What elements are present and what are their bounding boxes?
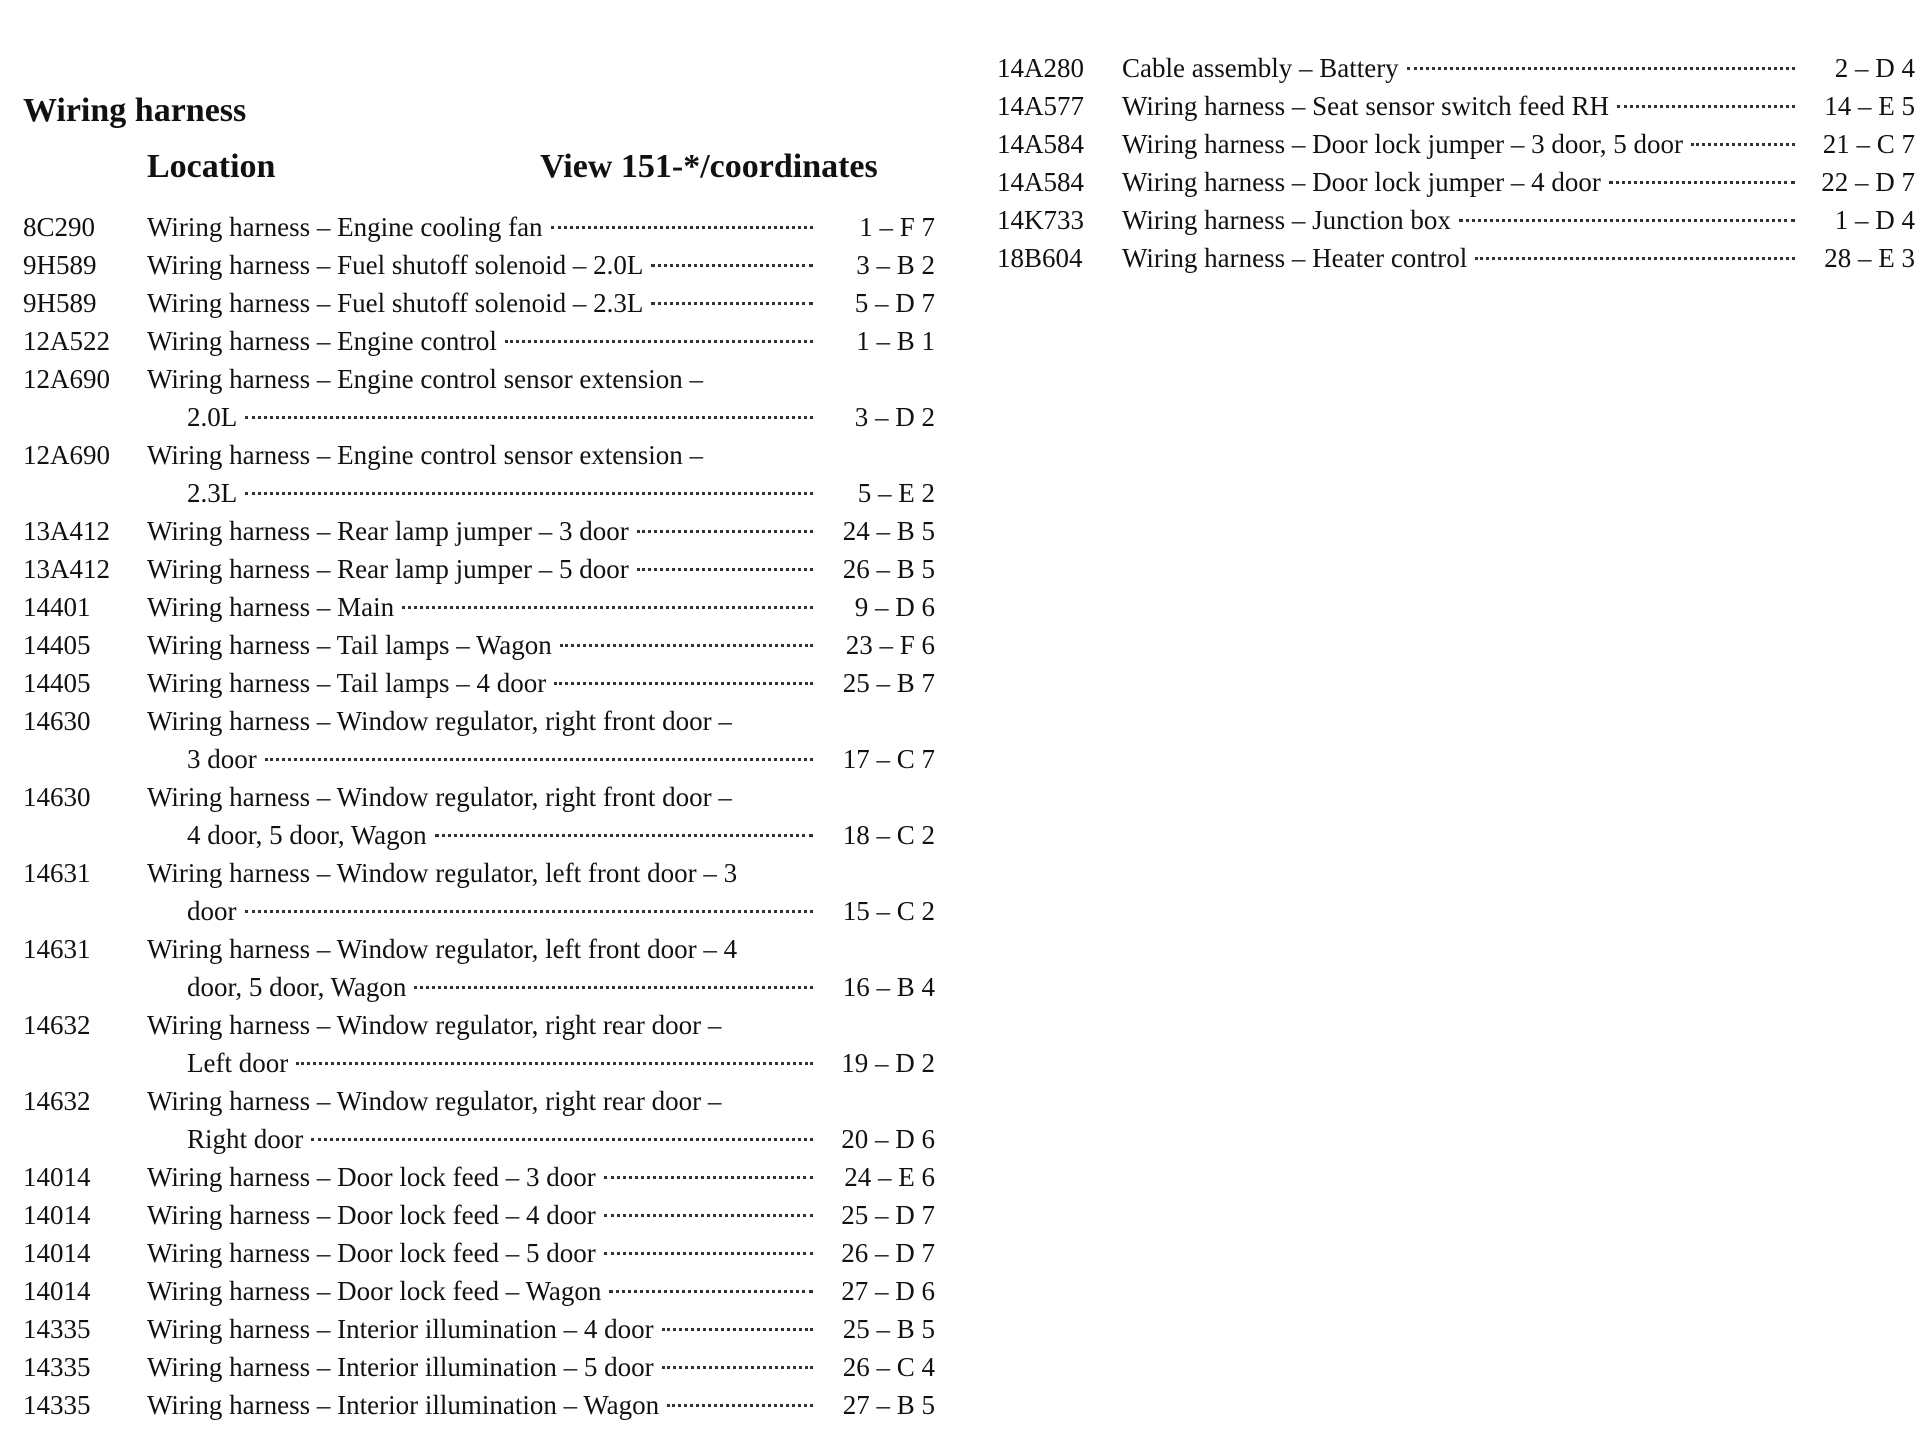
- description-text: Wiring harness – Window regulator, right front door –: [147, 782, 732, 812]
- entry-description: [147, 512, 935, 550]
- description-line: [147, 1006, 935, 1044]
- part-code: 13A412: [23, 516, 110, 546]
- view-coordinate: 15 – C 2: [842, 896, 935, 926]
- index-entry: [23, 1386, 935, 1424]
- view-coordinate: 3 – D 2: [854, 402, 935, 432]
- index-entry: [23, 1006, 935, 1082]
- dot-leader: [662, 1366, 813, 1369]
- view-coordinate: 23 – F 6: [845, 630, 935, 660]
- description-text: 2.3L: [187, 478, 238, 508]
- dot-leader: [296, 1062, 813, 1065]
- dot-leader: [505, 340, 813, 343]
- description-text: Wiring harness – Engine cooling fan: [147, 212, 543, 242]
- view-coordinate: 20 – D 6: [841, 1124, 935, 1154]
- view-coordinate: 18 – C 2: [842, 820, 935, 850]
- dot-leader: [245, 416, 813, 419]
- view-coordinate: 24 – E 6: [844, 1162, 935, 1192]
- entry-description: [147, 1234, 935, 1272]
- entry-description: [147, 1196, 935, 1234]
- part-code: 14K733: [997, 205, 1084, 235]
- description-text: Wiring harness – Window regulator, left front door – 3: [147, 858, 738, 888]
- dot-leader: [554, 682, 813, 685]
- description-line: [147, 208, 935, 246]
- view-coordinate: 27 – D 6: [841, 1276, 935, 1306]
- entry-description: [1122, 239, 1915, 277]
- dot-leader: [560, 644, 813, 647]
- description-line: [147, 930, 935, 968]
- description-line: [147, 550, 935, 588]
- dot-leader: [662, 1328, 813, 1331]
- description-line: [147, 778, 935, 816]
- index-entry: [23, 588, 935, 626]
- description-text: Wiring harness – Engine control: [147, 326, 497, 356]
- description-line: [147, 626, 935, 664]
- index-entry: [23, 550, 935, 588]
- dot-leader: [1609, 181, 1795, 184]
- index-entry: [23, 930, 935, 1006]
- description-text: Wiring harness – Tail lamps – 4 door: [147, 668, 547, 698]
- part-code: 14630: [23, 706, 91, 736]
- view-coordinate: 21 – C 7: [1822, 129, 1915, 159]
- part-code: 9H589: [23, 250, 97, 280]
- dot-leader: [1475, 257, 1795, 260]
- index-entry: [23, 1196, 935, 1234]
- description-text: Wiring harness – Engine control sensor extension –: [147, 440, 704, 470]
- index-entry: [997, 163, 1915, 201]
- description-text: 3 door: [187, 744, 257, 774]
- description-text: Wiring harness – Junction box: [1122, 205, 1451, 235]
- part-code: 14A584: [997, 129, 1084, 159]
- description-line: [147, 1196, 935, 1234]
- index-entry: [23, 246, 935, 284]
- description-line: [147, 474, 935, 512]
- part-code: 14405: [23, 668, 91, 698]
- entry-description: [147, 1272, 935, 1310]
- view-coordinate: 17 – C 7: [842, 744, 935, 774]
- dot-leader: [637, 568, 813, 571]
- description-line: [147, 702, 935, 740]
- description-text: Wiring harness – Door lock feed – 4 door: [147, 1200, 596, 1230]
- dot-leader: [402, 606, 813, 609]
- view-coordinate: 24 – B 5: [842, 516, 935, 546]
- part-code: 14401: [23, 592, 91, 622]
- dot-leader: [651, 302, 813, 305]
- dot-leader: [265, 758, 813, 761]
- view-coordinate: 19 – D 2: [841, 1048, 935, 1078]
- dot-leader: [604, 1214, 813, 1217]
- dot-leader: [414, 986, 813, 989]
- index-entry: [23, 1272, 935, 1310]
- dot-leader: [435, 834, 813, 837]
- description-text: Wiring harness – Door lock feed – Wagon: [147, 1276, 602, 1306]
- part-code: 14632: [23, 1086, 91, 1116]
- description-line: [147, 360, 935, 398]
- dot-leader: [1459, 219, 1795, 222]
- entry-description: [147, 778, 935, 854]
- entry-description: [1122, 163, 1915, 201]
- index-entry: [23, 854, 935, 930]
- description-text: Wiring harness – Heater control: [1122, 243, 1468, 273]
- part-code: 12A522: [23, 326, 110, 356]
- index-entry: [23, 778, 935, 854]
- description-line: [147, 968, 935, 1006]
- description-line: [147, 1120, 935, 1158]
- description-text: Wiring harness – Interior illumination – Wagon: [147, 1390, 660, 1420]
- dot-leader: [667, 1404, 813, 1407]
- dot-leader: [245, 492, 813, 495]
- dot-leader: [604, 1252, 813, 1255]
- description-text: Left door: [187, 1048, 289, 1078]
- description-line: [147, 322, 935, 360]
- dot-leader: [651, 264, 813, 267]
- part-code: 14405: [23, 630, 91, 660]
- part-code: 12A690: [23, 440, 110, 470]
- description-line: [147, 1158, 935, 1196]
- index-entry: [997, 87, 1915, 125]
- part-code: 14014: [23, 1276, 91, 1306]
- part-code: 14335: [23, 1314, 91, 1344]
- right-index-list: [997, 49, 1915, 277]
- entry-description: [147, 246, 935, 284]
- index-entry: [23, 208, 935, 246]
- description-text: Wiring harness – Window regulator, left front door – 4: [147, 934, 738, 964]
- view-coordinate: 16 – B 4: [842, 972, 935, 1002]
- description-text: Wiring harness – Seat sensor switch feed RH: [1122, 91, 1610, 121]
- view-coordinate: 3 – B 2: [856, 250, 935, 280]
- entry-description: [147, 1158, 935, 1196]
- section-title: Wiring harness: [23, 92, 247, 129]
- index-entry: [23, 1310, 935, 1348]
- entry-description: [147, 284, 935, 322]
- view-coordinate: 5 – D 7: [854, 288, 935, 318]
- description-line: [147, 1310, 935, 1348]
- view-coordinate: 28 – E 3: [1824, 243, 1915, 273]
- view-coordinate: 26 – C 4: [842, 1352, 935, 1382]
- view-coordinate: 9 – D 6: [854, 592, 935, 622]
- entry-description: [147, 854, 935, 930]
- entry-description: [1122, 49, 1915, 87]
- description-text: Wiring harness – Engine control sensor extension –: [147, 364, 704, 394]
- view-coordinate: 22 – D 7: [1821, 167, 1915, 197]
- description-text: Wiring harness – Rear lamp jumper – 5 door: [147, 554, 629, 584]
- description-text: Wiring harness – Rear lamp jumper – 3 door: [147, 516, 629, 546]
- description-text: Wiring harness – Door lock jumper – 3 door, 5 door: [1122, 129, 1683, 159]
- dot-leader: [1691, 143, 1795, 146]
- description-text: Right door: [187, 1124, 304, 1154]
- index-entry: [23, 702, 935, 778]
- part-code: 8C290: [23, 212, 96, 242]
- entry-description: [147, 626, 935, 664]
- index-entry: [997, 201, 1915, 239]
- index-entry: [997, 125, 1915, 163]
- part-code: 14A584: [997, 167, 1084, 197]
- part-code: 9H589: [23, 288, 97, 318]
- description-text: Wiring harness – Fuel shutoff solenoid – 2.0L: [147, 250, 644, 280]
- part-code: 13A412: [23, 554, 110, 584]
- entry-description: [147, 436, 935, 512]
- part-code: 14631: [23, 858, 91, 888]
- dot-leader: [245, 910, 814, 913]
- description-text: Wiring harness – Fuel shutoff solenoid – 2.3L: [147, 288, 644, 318]
- view-coordinate: 14 – E 5: [1824, 91, 1915, 121]
- location-column-heading: Location: [147, 148, 276, 185]
- description-text: door, 5 door, Wagon: [187, 972, 407, 1002]
- description-text: 2.0L: [187, 402, 238, 432]
- description-text: Wiring harness – Window regulator, right rear door –: [147, 1010, 722, 1040]
- entry-description: [147, 1082, 935, 1158]
- description-line: [147, 816, 935, 854]
- description-line: [1122, 163, 1915, 201]
- part-code: 14014: [23, 1162, 91, 1192]
- part-code: 12A690: [23, 364, 110, 394]
- description-text: Wiring harness – Interior illumination – 4 door: [147, 1314, 654, 1344]
- view-coordinate: 27 – B 5: [842, 1390, 935, 1420]
- entry-description: [147, 322, 935, 360]
- description-line: [147, 1234, 935, 1272]
- dot-leader: [637, 530, 813, 533]
- entry-description: [147, 702, 935, 778]
- entry-description: [147, 208, 935, 246]
- entry-description: [147, 1006, 935, 1082]
- dot-leader: [609, 1290, 813, 1293]
- entry-description: [147, 588, 935, 626]
- index-entry: [23, 322, 935, 360]
- description-text: Wiring harness – Window regulator, right rear door –: [147, 1086, 722, 1116]
- description-line: [147, 1272, 935, 1310]
- view-coordinate: 1 – D 4: [1834, 205, 1915, 235]
- part-code: 14630: [23, 782, 91, 812]
- dot-leader: [311, 1138, 813, 1141]
- view-coordinate: 26 – D 7: [841, 1238, 935, 1268]
- part-code: 14014: [23, 1200, 91, 1230]
- dot-leader: [1407, 67, 1795, 70]
- index-entry: [23, 1348, 935, 1386]
- view-coordinate: 25 – B 5: [842, 1314, 935, 1344]
- index-entry: [23, 360, 935, 436]
- index-entry: [23, 626, 935, 664]
- description-text: Wiring harness – Door lock feed – 3 door: [147, 1162, 596, 1192]
- entry-description: [147, 1348, 935, 1386]
- view-coordinate: 25 – B 7: [842, 668, 935, 698]
- view-coordinate: 26 – B 5: [842, 554, 935, 584]
- description-line: [147, 1348, 935, 1386]
- description-text: 4 door, 5 door, Wagon: [187, 820, 427, 850]
- part-code: 14335: [23, 1390, 91, 1420]
- description-text: Wiring harness – Interior illumination – 5 door: [147, 1352, 654, 1382]
- index-entry: [23, 1158, 935, 1196]
- entry-description: [147, 550, 935, 588]
- description-line: [147, 664, 935, 702]
- description-text: door: [187, 896, 237, 926]
- entry-description: [1122, 87, 1915, 125]
- index-entry: [997, 239, 1915, 277]
- index-entry: [23, 664, 935, 702]
- view-coordinates-column-heading: View 151-*/coordinates: [540, 148, 878, 185]
- description-line: [1122, 87, 1915, 125]
- entry-description: [147, 1386, 935, 1424]
- description-line: [147, 892, 935, 930]
- part-code: 14A280: [997, 53, 1084, 83]
- part-code: 14632: [23, 1010, 91, 1040]
- description-text: Cable assembly – Battery: [1122, 53, 1399, 83]
- entry-description: [147, 1310, 935, 1348]
- view-coordinate: 25 – D 7: [841, 1200, 935, 1230]
- description-line: [147, 854, 935, 892]
- index-entry: [23, 512, 935, 550]
- description-text: Wiring harness – Window regulator, right front door –: [147, 706, 732, 736]
- description-text: Wiring harness – Main: [147, 592, 395, 622]
- index-entry: [23, 1234, 935, 1272]
- description-line: [147, 588, 935, 626]
- part-code: 14631: [23, 934, 91, 964]
- entry-description: [147, 930, 935, 1006]
- entry-description: [1122, 201, 1915, 239]
- dot-leader: [604, 1176, 813, 1179]
- index-entry: [997, 49, 1915, 87]
- description-text: Wiring harness – Door lock feed – 5 door: [147, 1238, 596, 1268]
- view-coordinate: 1 – F 7: [859, 212, 935, 242]
- entry-description: [147, 664, 935, 702]
- description-line: [147, 1082, 935, 1120]
- view-coordinate: 1 – B 1: [856, 326, 935, 356]
- left-index-list: [23, 208, 935, 1424]
- description-line: [1122, 49, 1915, 87]
- description-line: [147, 398, 935, 436]
- description-line: [147, 1386, 935, 1424]
- view-coordinate: 2 – D 4: [1834, 53, 1915, 83]
- part-code: 14335: [23, 1352, 91, 1382]
- description-line: [147, 246, 935, 284]
- description-line: [1122, 125, 1915, 163]
- description-line: [147, 512, 935, 550]
- description-line: [1122, 201, 1915, 239]
- description-line: [147, 1044, 935, 1082]
- description-line: [147, 436, 935, 474]
- dot-leader: [1617, 105, 1795, 108]
- index-entry: [23, 436, 935, 512]
- index-entry: [23, 284, 935, 322]
- index-entry: [23, 1082, 935, 1158]
- entry-description: [147, 360, 935, 436]
- part-code: 14014: [23, 1238, 91, 1268]
- view-coordinate: 5 – E 2: [857, 478, 935, 508]
- description-text: Wiring harness – Door lock jumper – 4 door: [1122, 167, 1601, 197]
- description-text: Wiring harness – Tail lamps – Wagon: [147, 630, 552, 660]
- dot-leader: [551, 226, 813, 229]
- description-line: [147, 284, 935, 322]
- description-line: [1122, 239, 1915, 277]
- part-code: 18B604: [997, 243, 1083, 273]
- part-code: 14A577: [997, 91, 1084, 121]
- entry-description: [1122, 125, 1915, 163]
- description-line: [147, 740, 935, 778]
